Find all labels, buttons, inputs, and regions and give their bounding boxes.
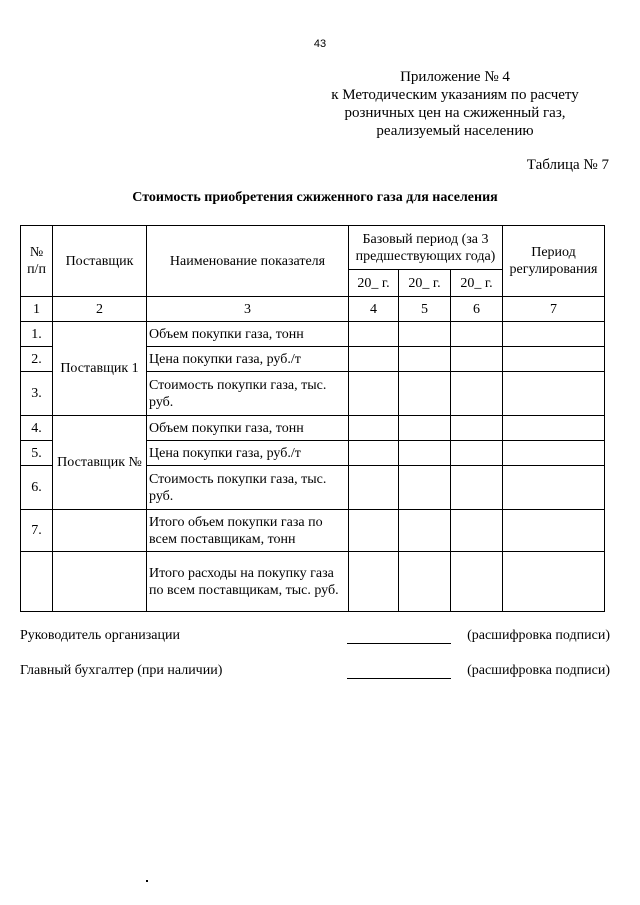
row-num: 2. <box>21 347 53 372</box>
signature-line-accountant <box>0 663 610 683</box>
header-regulation-period: Период регулирования <box>503 226 605 297</box>
value-cell <box>451 552 503 612</box>
indicator-cell: Стоимость покупки газа, тыс. руб. <box>147 372 349 416</box>
signature-label: Руководитель организации <box>20 628 180 643</box>
signature-label: Главный бухгалтер (при наличии) <box>20 663 223 678</box>
purchase-cost-table <box>20 225 605 612</box>
value-cell <box>503 322 605 347</box>
supplier-cell <box>53 510 147 552</box>
header-year: 20_ г. <box>349 270 399 297</box>
appendix-line: Приложение № 4 <box>400 69 510 85</box>
appendix-line: к Методическим указаниям по расчету <box>331 87 579 103</box>
appendix-line: розничных цен на сжиженный газ, <box>344 105 566 121</box>
value-cell <box>399 347 451 372</box>
table-label: Таблица № 7 <box>526 157 609 173</box>
column-number: 6 <box>451 297 503 322</box>
row-num: 3. <box>21 372 53 416</box>
column-number: 5 <box>399 297 451 322</box>
row-num: 4. <box>21 416 53 441</box>
value-cell <box>399 552 451 612</box>
table-row <box>21 322 605 347</box>
indicator-cell: Итого расходы на покупку газа по всем поставщикам, тыс. руб. <box>147 552 349 612</box>
signature-blank <box>347 643 451 644</box>
value-cell <box>349 510 399 552</box>
value-cell <box>503 552 605 612</box>
page-number: 43 <box>313 38 327 50</box>
value-cell <box>503 347 605 372</box>
indicator-cell: Итого объем покупки газа по всем поставщикам, тонн <box>147 510 349 552</box>
table-row <box>21 510 605 552</box>
column-number: 7 <box>503 297 605 322</box>
value-cell <box>451 416 503 441</box>
value-cell <box>349 322 399 347</box>
value-cell <box>451 347 503 372</box>
value-cell <box>349 441 399 466</box>
supplier-cell: Поставщик № <box>53 416 147 510</box>
row-num <box>21 552 53 612</box>
value-cell <box>349 347 399 372</box>
value-cell <box>503 466 605 510</box>
row-num: 5. <box>21 441 53 466</box>
header-year: 20_ г. <box>399 270 451 297</box>
appendix-line: реализуемый населению <box>376 123 534 139</box>
indicator-cell: Цена покупки газа, руб./т <box>147 441 349 466</box>
table-row <box>21 552 605 612</box>
value-cell <box>503 441 605 466</box>
value-cell <box>503 510 605 552</box>
signature-hint: (расшифровка подписи) <box>467 663 610 678</box>
supplier-cell <box>53 552 147 612</box>
value-cell <box>451 441 503 466</box>
value-cell <box>349 372 399 416</box>
appendix-note <box>300 68 610 140</box>
value-cell <box>503 372 605 416</box>
row-num: 1. <box>21 322 53 347</box>
signature-blank <box>347 678 451 679</box>
value-cell <box>451 510 503 552</box>
column-number: 4 <box>349 297 399 322</box>
document-title: Стоимость приобретения сжиженного газа для населения <box>132 190 498 205</box>
table-row <box>21 416 605 441</box>
header-num: № п/п <box>21 226 53 297</box>
indicator-cell: Цена покупки газа, руб./т <box>147 347 349 372</box>
header-year: 20_ г. <box>451 270 503 297</box>
signature-hint: (расшифровка подписи) <box>467 628 610 643</box>
column-number: 2 <box>53 297 147 322</box>
value-cell <box>399 510 451 552</box>
header-supplier: Поставщик <box>53 226 147 297</box>
value-cell <box>451 322 503 347</box>
row-num: 7. <box>21 510 53 552</box>
value-cell <box>399 466 451 510</box>
column-number: 1 <box>21 297 53 322</box>
value-cell <box>349 552 399 612</box>
indicator-cell: Стоимость покупки газа, тыс. руб. <box>147 466 349 510</box>
value-cell <box>399 372 451 416</box>
scan-speck <box>146 880 148 882</box>
value-cell <box>399 441 451 466</box>
supplier-cell: Поставщик 1 <box>53 322 147 416</box>
value-cell <box>503 416 605 441</box>
indicator-cell: Объем покупки газа, тонн <box>147 322 349 347</box>
value-cell <box>451 372 503 416</box>
value-cell <box>451 466 503 510</box>
row-num: 6. <box>21 466 53 510</box>
value-cell <box>349 466 399 510</box>
header-indicator: Наименование показателя <box>147 226 349 297</box>
value-cell <box>399 322 451 347</box>
value-cell <box>349 416 399 441</box>
column-number: 3 <box>147 297 349 322</box>
value-cell <box>399 416 451 441</box>
signature-line-head <box>0 628 610 648</box>
header-base-period: Базовый период (за 3 предшествующих года) <box>349 226 503 270</box>
indicator-cell: Объем покупки газа, тонн <box>147 416 349 441</box>
